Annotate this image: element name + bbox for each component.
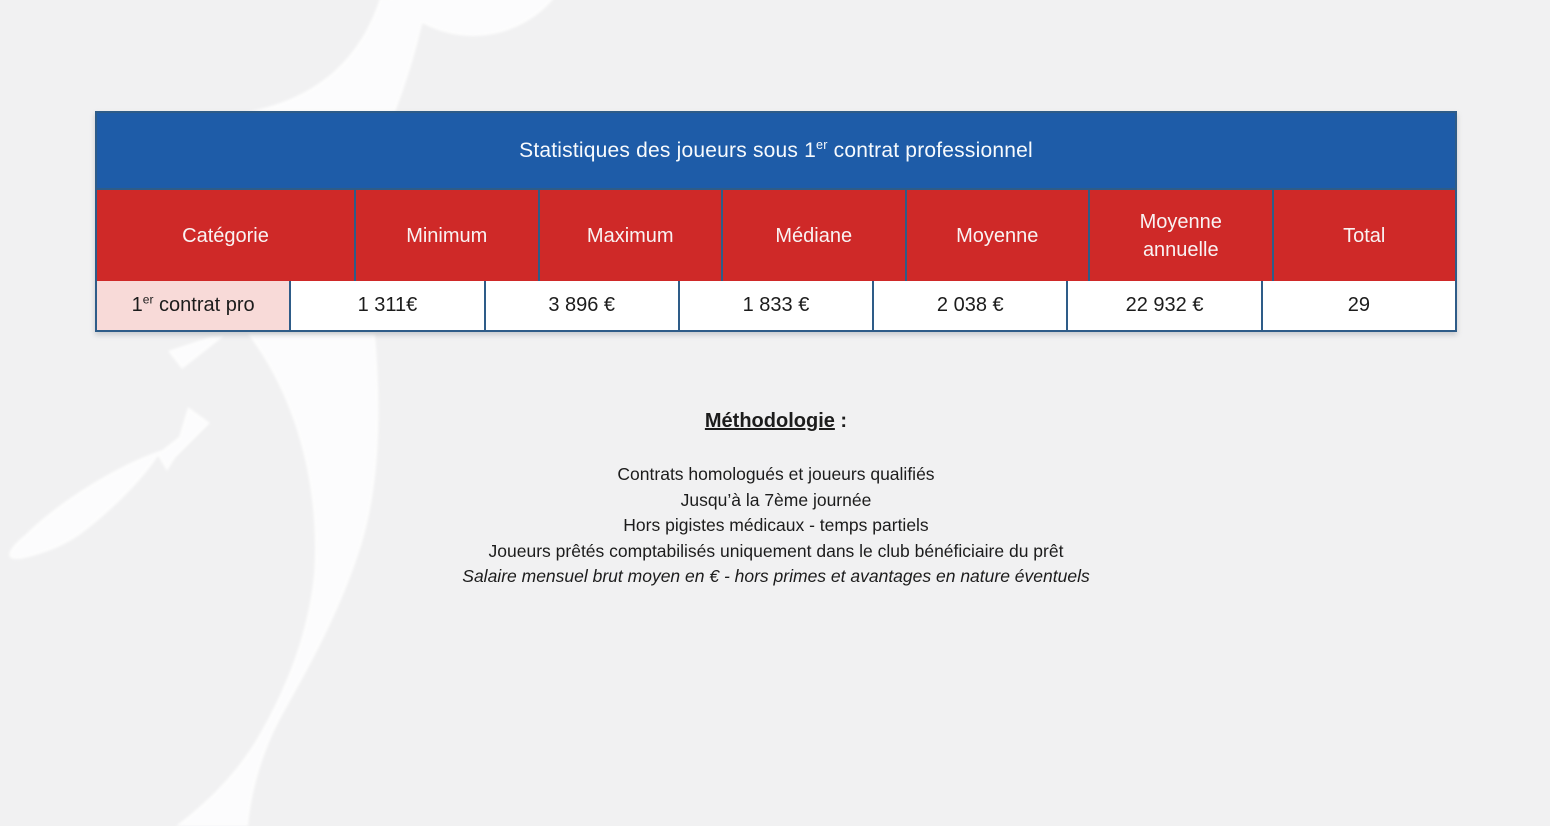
table-header-row (97, 190, 1455, 281)
table-title-bar (97, 113, 1455, 190)
column-header-maximum: Maximum (540, 190, 724, 281)
methodology-line-2: Jusqu’à la 7ème journée (680, 489, 872, 510)
watermark-sliver (168, 336, 224, 369)
column-header-moyenne: Moyenne (907, 190, 1091, 281)
methodology-line-3: Hors pigistes médicaux - temps partiels (623, 515, 929, 536)
cell-moyenne: 2 038 € (874, 281, 1068, 330)
methodology-line-4: Joueurs prêtés comptabilisés uniquement dans le club bénéficiaire du prêt (488, 540, 1064, 561)
methodology-note-italic: Salaire mensuel brut moyen en € - hors primes et avantages en nature éventuels (462, 566, 1090, 587)
cell-total: 29 (1263, 281, 1455, 330)
table-data-row (97, 281, 1455, 330)
column-header-moyenne-annuelle: Moyenne annuelle (1090, 190, 1274, 281)
category-superscript: er (142, 292, 154, 307)
cell-categorie: 1er contrat pro (97, 281, 291, 330)
cell-moyenne-annuelle: 22 932 € (1068, 281, 1262, 330)
methodology-heading-text: Méthodologie (704, 410, 835, 432)
column-header-minimum: Minimum (356, 190, 540, 281)
watermark-arm-band (246, 0, 428, 112)
stats-table (95, 111, 1457, 332)
column-header-total: Total (1343, 224, 1386, 247)
methodology-section (95, 410, 1457, 590)
cell-minimum: 1 311€ (291, 281, 485, 330)
table-title: Statistiques des joueurs sous 1er contrat professionnel (519, 137, 1033, 162)
column-header-categorie: Catégorie (97, 190, 356, 281)
cell-mediane: 1 833 € (680, 281, 874, 330)
methodology-line-1: Contrats homologués et joueurs qualifiés (617, 464, 935, 484)
column-header-mediane: Médiane (723, 190, 907, 281)
methodology-heading (95, 410, 1457, 433)
methodology-heading-colon: : (834, 410, 848, 432)
title-superscript: er (816, 137, 828, 152)
cell-maximum: 3 896 € (486, 281, 680, 330)
watermark-head-shape (367, 0, 579, 36)
